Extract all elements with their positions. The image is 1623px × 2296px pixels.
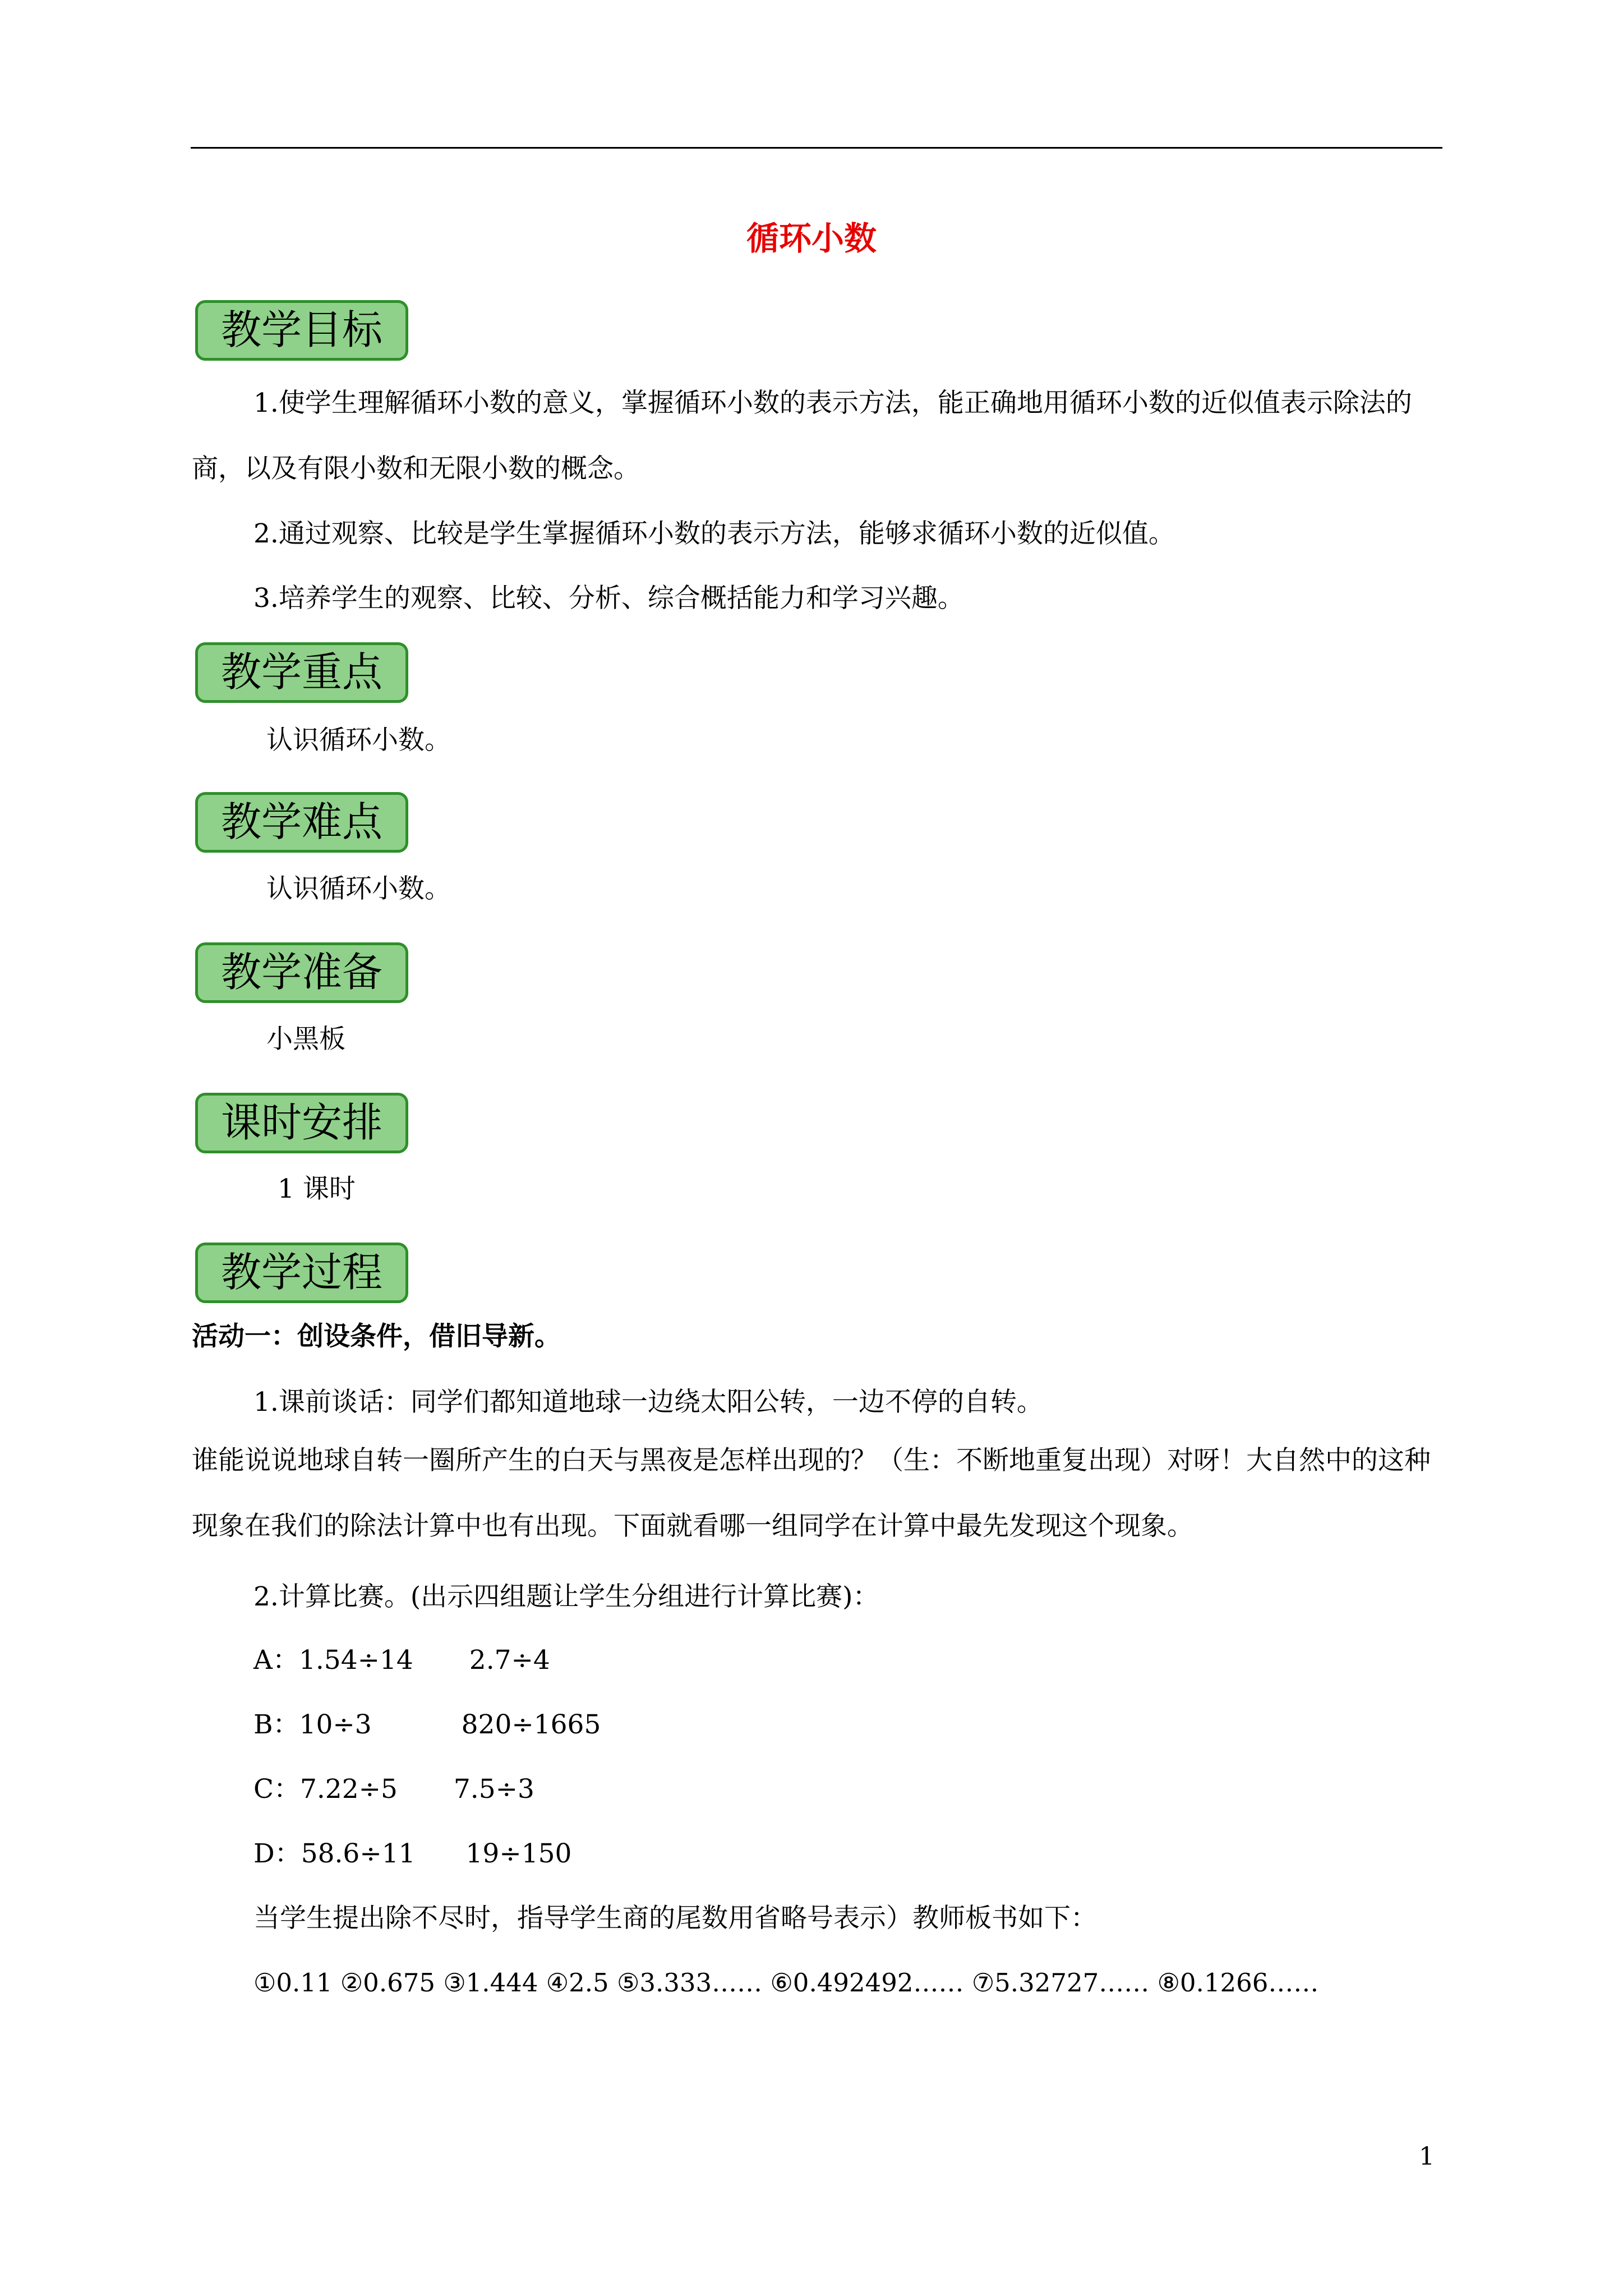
calc-problem-second: 19÷150 bbox=[465, 1838, 572, 1869]
calc-group-b bbox=[253, 1705, 601, 1745]
section-label-difficulties: 教学难点 bbox=[195, 792, 408, 853]
page-number: 1 bbox=[1419, 2142, 1435, 2171]
objective-item-1: 1.使学生理解循环小数的意义，掌握循环小数的表示方法，能正确地用循环小数的近似值表示除法的商，以及有限小数和无限小数的概念。 bbox=[192, 388, 1412, 484]
calc-group-a bbox=[253, 1641, 550, 1680]
calc-problem-second: 7.5÷3 bbox=[453, 1774, 534, 1805]
calc-problem-second: 820÷1665 bbox=[461, 1709, 601, 1740]
talk-first-line: 1.课前谈话：同学们都知道地球一边绕太阳公转，一边不停的自转。 bbox=[253, 1387, 1043, 1418]
calc-problem-first: 1.54÷14 bbox=[298, 1645, 413, 1676]
objective-item-3: 3.培养学生的观察、比较、分析、综合概括能力和学习兴趣。 bbox=[253, 583, 964, 614]
key-points-text: 认识循环小数。 bbox=[266, 725, 451, 756]
calc-group-letter: C： bbox=[253, 1774, 300, 1805]
board-results: ①0.11 ②0.675 ③1.444 ④2.5 ⑤3.333…… ⑥0.492492…… ⑦5.32727…… ⑧0.1266…… bbox=[253, 1968, 1319, 1998]
calc-group-d bbox=[253, 1834, 571, 1874]
calc-problem-first: 10÷3 bbox=[299, 1709, 372, 1740]
calc-group-letter: D： bbox=[253, 1838, 301, 1869]
preparation-text: 小黑板 bbox=[266, 1024, 345, 1055]
talk-continued: 谁能说说地球自转一圈所产生的白天与黑夜是怎样出现的？（生：不断地重复出现）对呀！大自然中的这种现象在我们的除法计算中也有出现。下面就看哪一组同学在计算中最先发现这个现象。 bbox=[192, 1445, 1431, 1542]
schedule-text: 1 课时 bbox=[278, 1174, 356, 1204]
section-label-preparation: 教学准备 bbox=[195, 942, 408, 1003]
calc-problem-first: 58.6÷11 bbox=[301, 1838, 416, 1869]
document-title: 循环小数 bbox=[746, 219, 877, 257]
section-label-process: 教学过程 bbox=[195, 1243, 408, 1303]
header-rule bbox=[191, 147, 1442, 149]
contest-intro: 2.计算比赛。(出示四组题让学生分组进行计算比赛)： bbox=[253, 1581, 879, 1612]
difficulties-text: 认识循环小数。 bbox=[266, 873, 451, 904]
calc-group-letter: A： bbox=[253, 1645, 299, 1676]
calc-problem-second: 2.7÷4 bbox=[469, 1645, 550, 1676]
activity-heading: 活动一：创设条件，借旧导新。 bbox=[192, 1321, 561, 1352]
objective-item-2: 2.通过观察、比较是学生掌握循环小数的表示方法，能够求循环小数的近似值。 bbox=[253, 518, 1175, 549]
calc-problem-first: 7.22÷5 bbox=[299, 1774, 398, 1805]
calc-group-c bbox=[253, 1770, 534, 1809]
calc-group-letter: B： bbox=[253, 1709, 299, 1740]
section-label-schedule: 课时安排 bbox=[195, 1093, 408, 1153]
section-label-objectives: 教学目标 bbox=[195, 300, 408, 361]
section-label-key-points: 教学重点 bbox=[195, 642, 408, 703]
board-intro: 当学生提出除不尽时，指导学生商的尾数用省略号表示）教师板书如下： bbox=[253, 1903, 1097, 1934]
